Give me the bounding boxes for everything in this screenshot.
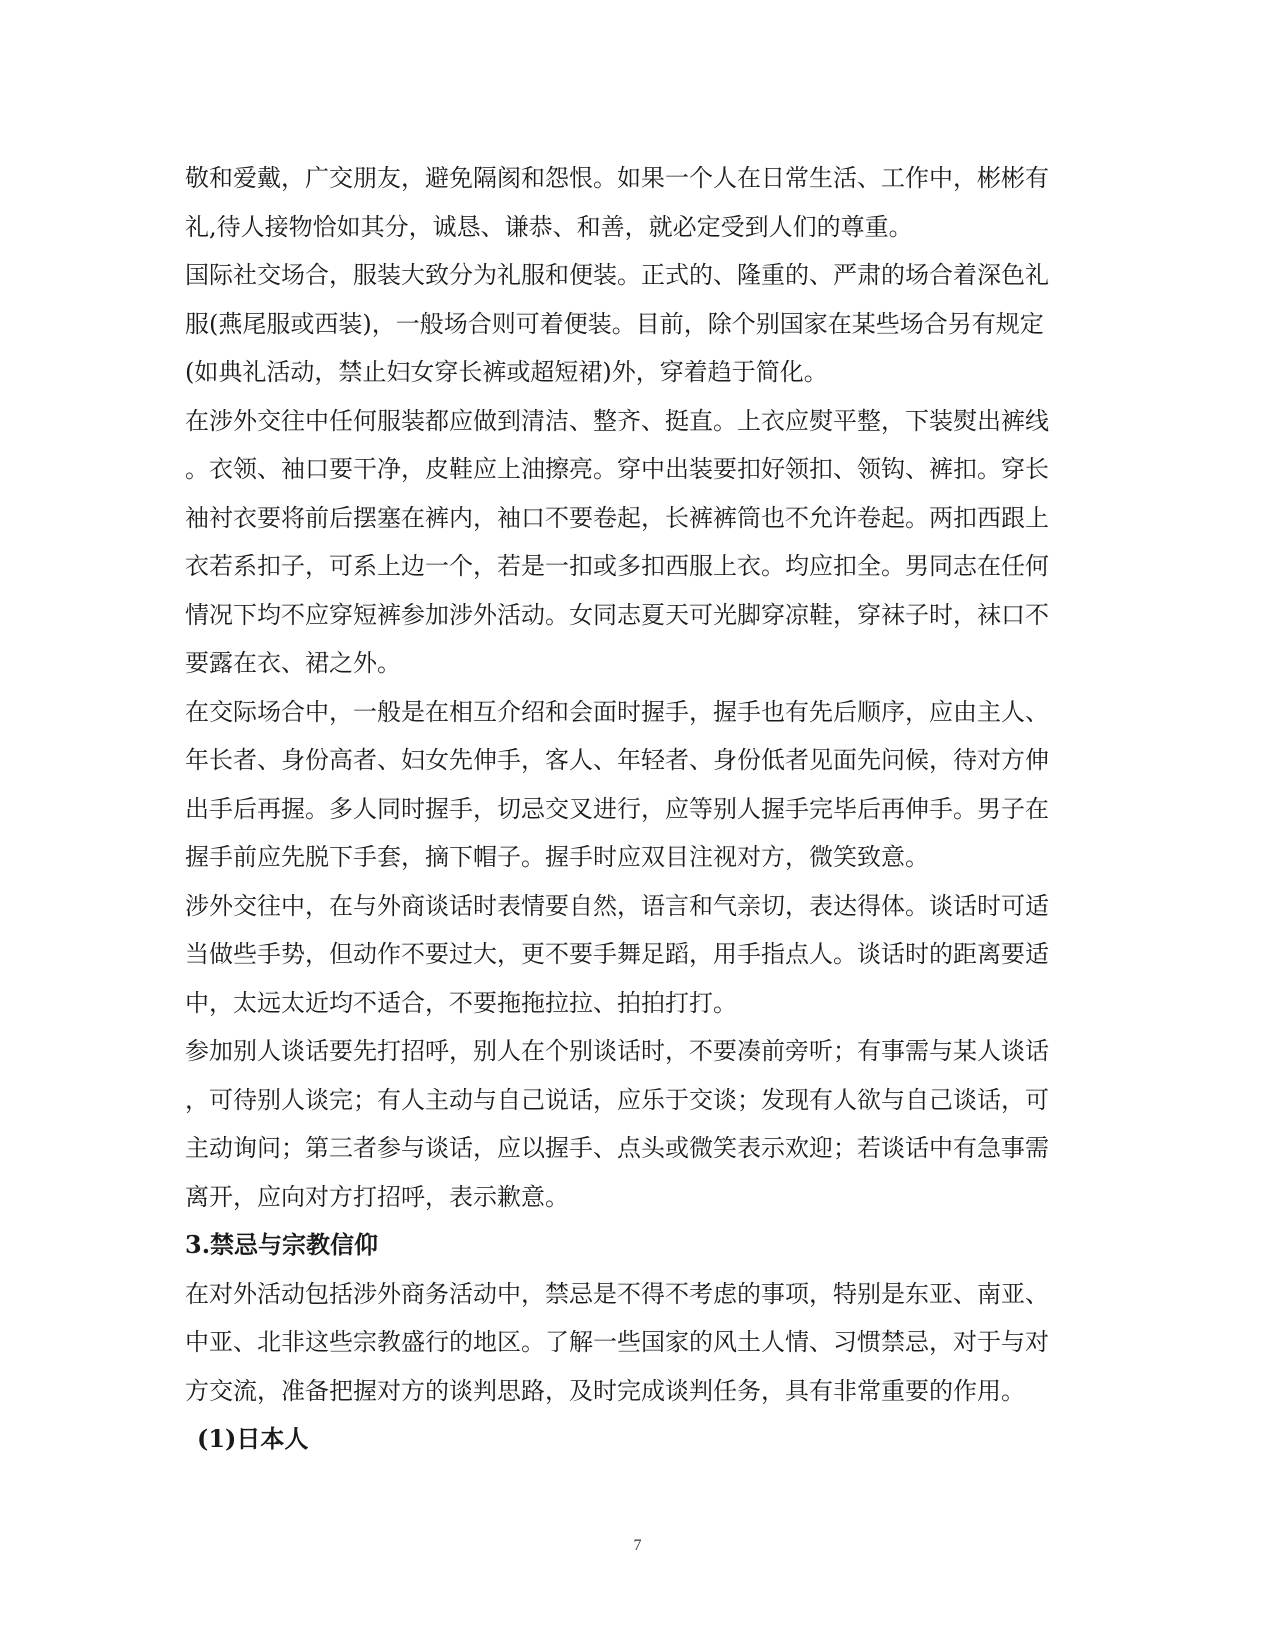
text-line: 当做些手势，但动作不要过大，更不要手舞足蹈，用手指点人。谈话时的距离要适 <box>185 940 1049 968</box>
text-line: 握手前应先脱下手套，摘下帽子。握手时应双目注视对方，微笑致意。 <box>185 843 929 871</box>
text-line: 敬和爱戴，广交朋友，避免隔阂和怨恨。如果一个人在日常生活、工作中，彬彬有 <box>185 164 1049 192</box>
text-line: 要露在衣、裙之外。 <box>185 649 401 677</box>
section-heading: 3.禁忌与宗教信仰 <box>185 1230 379 1259</box>
document-body <box>185 154 1090 1464</box>
text-line: 参加别人谈话要先打招呼，别人在个别谈话时，不要凑前旁听；有事需与某人谈话 <box>185 1037 1049 1065</box>
text-line: 情况下均不应穿短裤参加涉外活动。女同志夏天可光脚穿凉鞋，穿袜子时，袜口不 <box>185 600 1049 629</box>
text-line: 涉外交往中，在与外商谈话时表情要自然，语言和气亲切，表达得体。谈话时可适 <box>185 891 1049 920</box>
paragraph-attire-types <box>185 251 1090 397</box>
text-line: 出手后再握。多人同时握手，切忌交叉进行，应等别人握手完毕后再伸手。男子在 <box>185 794 1049 823</box>
text-line: 衣若系扣子，可系上边一个，若是一扣或多扣西服上衣。均应扣全。男同志在任何 <box>185 552 1049 580</box>
sub-heading: (1)日本人 <box>197 1424 309 1453</box>
text-line: 在涉外交往中任何服装都应做到清洁、整齐、挺直。上衣应熨平整，下装熨出裤线 <box>185 406 1049 435</box>
text-line: 礼,待人接物恰如其分，诚恳、谦恭、和善，就必定受到人们的尊重。 <box>185 212 913 241</box>
text-line: 中，太远太近均不适合，不要拖拖拉拉、拍拍打打。 <box>185 988 737 1017</box>
paragraph-handshake <box>185 688 1090 882</box>
text-line: 在交际场合中，一般是在相互介绍和会面时握手，握手也有先后顺序，应由主人、 <box>185 697 1049 726</box>
text-line: 离开，应向对方打招呼，表示歉意。 <box>185 1182 569 1211</box>
text-line: 服(燕尾服或西装)，一般场合则可着便装。目前，除个别国家在某些场合另有规定 <box>185 309 1044 338</box>
paragraph-respect <box>185 154 1090 251</box>
paragraph-conversation <box>185 882 1090 1028</box>
text-line: 袖衬衣要将前后摆塞在裤内，袖口不要卷起，长裤裤筒也不允许卷起。两扣西跟上 <box>185 503 1049 532</box>
text-line: 方交流，准备把握对方的谈判思路，及时完成谈判任务，具有非常重要的作用。 <box>185 1376 1025 1405</box>
text-line: 在对外活动包括涉外商务活动中，禁忌是不得不考虑的事项，特别是东亚、南亚、 <box>185 1279 1049 1308</box>
paragraph-attire-rules <box>185 397 1090 688</box>
text-line: 。衣领、袖口要干净，皮鞋应上油擦亮。穿中出装要扣好领扣、领钩、裤扣。穿长 <box>185 455 1049 483</box>
text-line: 中亚、北非这些宗教盛行的地区。了解一些国家的风土人情、习惯禁忌，对于与对 <box>185 1328 1049 1356</box>
text-line: 国际社交场合，服装大致分为礼服和便装。正式的、隆重的、严肃的场合着深色礼 <box>185 261 1049 289</box>
text-line: (如典礼活动，禁止妇女穿长裤或超短裙)外，穿着趋于简化。 <box>185 358 828 386</box>
text-line: 年长者、身份高者、妇女先伸手，客人、年轻者、身份低者见面先问候，待对方伸 <box>185 746 1049 774</box>
text-line: ，可待别人谈完；有人主动与自己说话，应乐于交谈；发现有人欲与自己谈话，可 <box>185 1085 1049 1114</box>
paragraph-taboos <box>185 1270 1090 1416</box>
page-number: 7 <box>633 1537 642 1554</box>
text-line: 主动询问；第三者参与谈话，应以握手、点头或微笑表示欢迎；若谈话中有急事需 <box>185 1134 1049 1162</box>
paragraph-joining-conversation <box>185 1027 1090 1221</box>
